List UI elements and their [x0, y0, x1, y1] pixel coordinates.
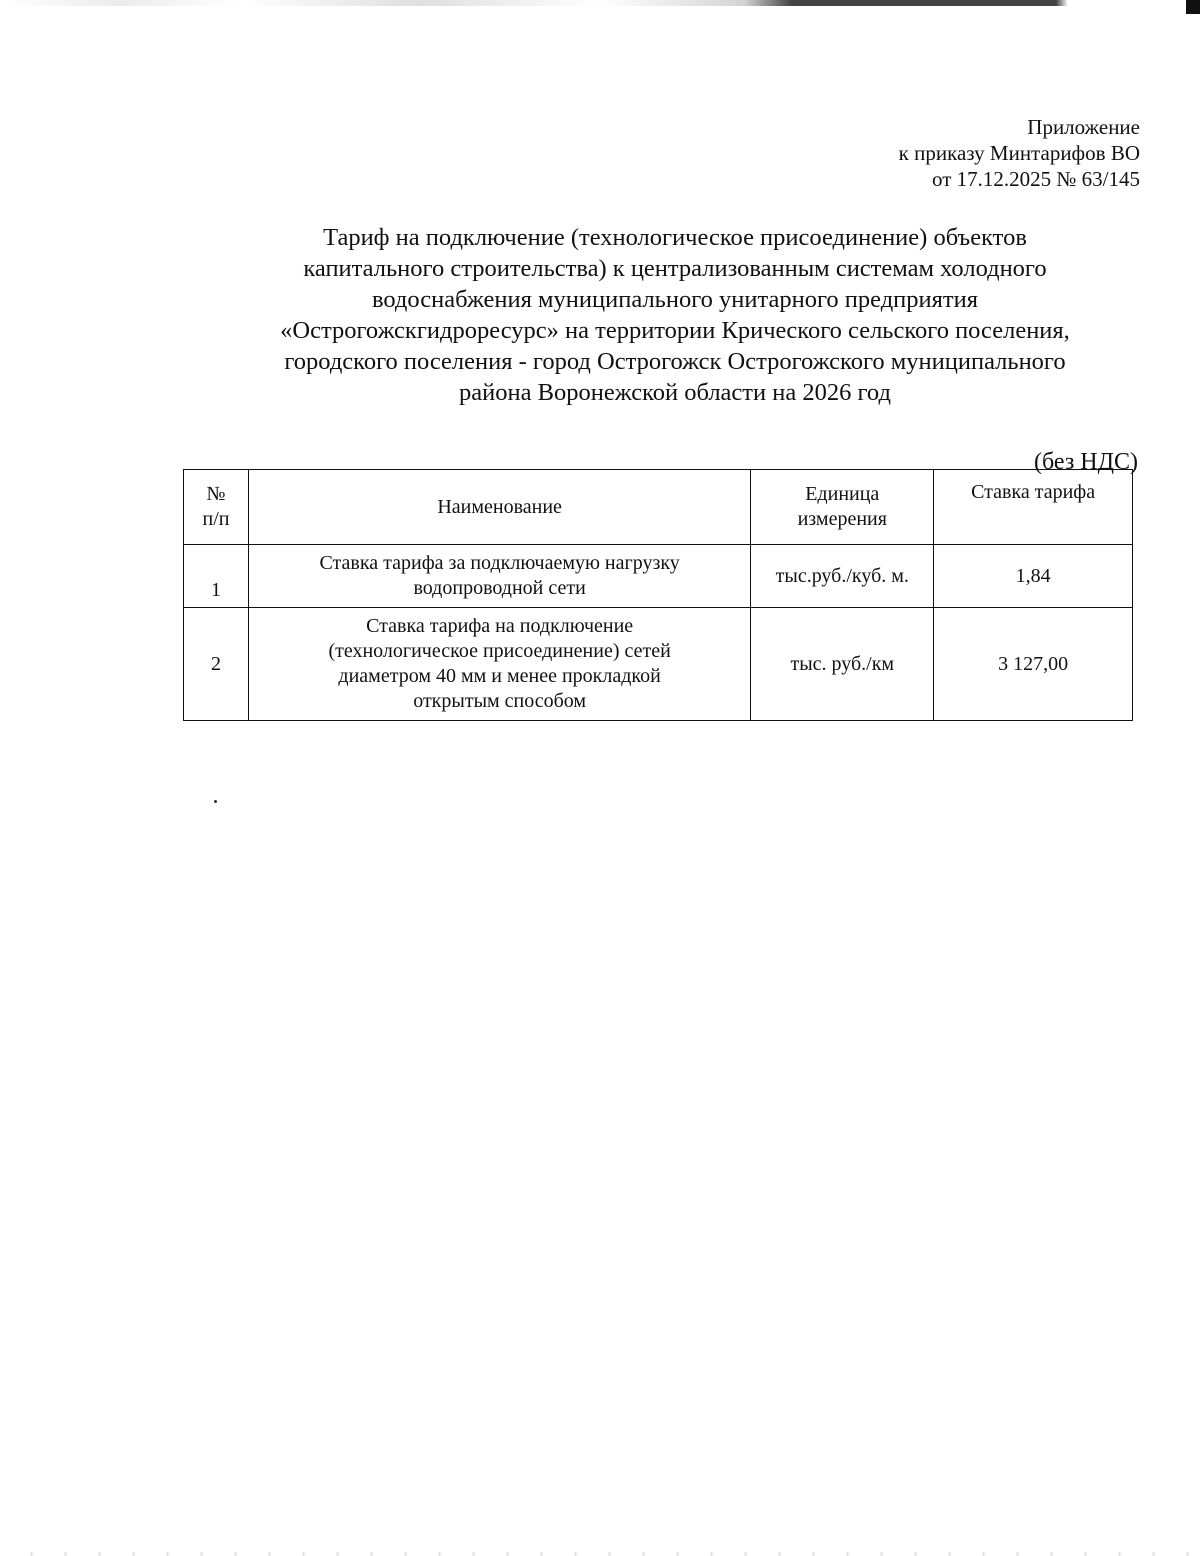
header-unit-line: Единица — [805, 483, 880, 505]
header-number — [184, 470, 249, 545]
header-name: Наименование — [248, 470, 750, 545]
scan-edge-top — [0, 0, 1200, 6]
tariff-table — [183, 469, 1133, 721]
header-unit — [751, 470, 934, 545]
scan-speck — [214, 800, 217, 803]
row-name-line: Ставка тарифа на подключение — [366, 615, 634, 637]
title-line: «Острогожскгидроресурс» на территории Кричеcкого сельского поселения, — [280, 317, 1070, 344]
scan-edge-bottom — [0, 1552, 1200, 1556]
vat-note: (без НДС) — [1033, 449, 1138, 475]
row-unit: тыс. руб./км — [751, 608, 934, 721]
row-rate: 1,84 — [934, 545, 1133, 608]
row-name — [248, 545, 750, 608]
row-name — [248, 608, 750, 721]
row-number: 1 — [184, 545, 249, 608]
row-name-line: открытым способом — [413, 690, 587, 712]
row-number: 2 — [184, 608, 249, 721]
appendix-line: к приказу Минтарифов ВО — [898, 141, 1140, 165]
title-line: Тариф на подключение (технологическое присоединение) объектов — [323, 224, 1027, 251]
title-line: водоснабжения муниципального унитарного предприятия — [371, 286, 979, 313]
row-rate: 3 127,00 — [934, 608, 1133, 721]
document-title — [175, 222, 1175, 408]
table-row — [184, 545, 1133, 608]
appendix-line: Приложение — [1027, 115, 1140, 139]
title-line: городского поселения - город Острогожск Острогожского муниципального — [284, 348, 1066, 375]
title-line: капитального строительства) к централизованным системам холодного — [303, 255, 1047, 282]
table-row — [184, 608, 1133, 721]
row-name-line: Ставка тарифа за подключаемую нагрузку — [319, 552, 680, 574]
row-unit: тыс.руб./куб. м. — [751, 545, 934, 608]
scan-corner-mark — [1186, 0, 1200, 14]
row-name-line: (технологическое присоединение) сетей — [328, 640, 671, 662]
header-unit-line: измерения — [797, 508, 887, 530]
appendix-reference — [899, 114, 1140, 192]
row-name-line: водопроводной сети — [413, 577, 586, 599]
appendix-line: от 17.12.2025 № 63/145 — [931, 167, 1140, 191]
row-name-line: диаметром 40 мм и менее прокладкой — [338, 665, 661, 687]
table-header-row — [184, 470, 1133, 545]
header-number-line: п/п — [202, 508, 230, 530]
title-line: района Воронежской области на 2026 год — [459, 379, 891, 406]
header-number-line: № — [206, 483, 226, 505]
header-rate: Ставка тарифа — [934, 470, 1133, 545]
